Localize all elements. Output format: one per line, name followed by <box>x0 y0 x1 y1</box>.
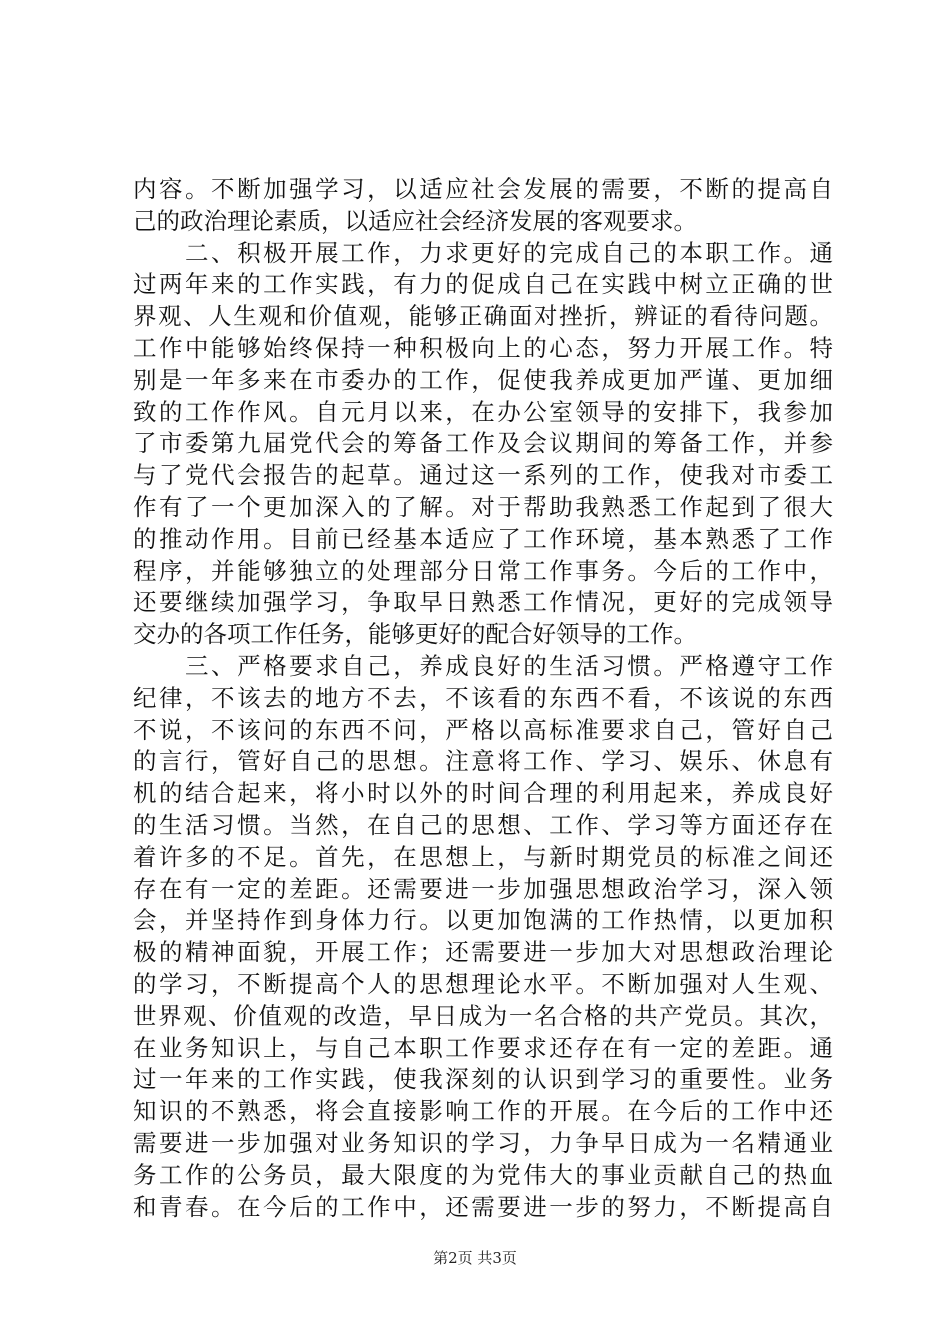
body-text-line: 需要进一步加强对业务知识的学习，力争早日成为一名精通业 <box>133 1128 833 1157</box>
body-text-line: 致的工作作风。自元月以来，在办公室领导的安排下，我参加 <box>133 397 833 426</box>
body-text-line: 务工作的公务员，最大限度的为党伟大的事业贡献自己的热血 <box>133 1160 833 1189</box>
body-text-line: 的学习，不断提高个人的思想理论水平。不断加强对人生观、 <box>133 969 833 998</box>
body-text-line: 着许多的不足。首先，在思想上，与新时期党员的标准之间还 <box>133 842 833 871</box>
body-text-line: 三、严格要求自己，养成良好的生活习惯。严格遵守工作 <box>133 651 833 680</box>
body-text-line: 与了党代会报告的起草。通过这一系列的工作，使我对市委工 <box>133 461 833 490</box>
body-text-line: 的言行，管好自己的思想。注意将工作、学习、娱乐、休息有 <box>133 747 833 776</box>
body-text-line: 过两年来的工作实践，有力的促成自己在实践中树立正确的世 <box>133 270 833 299</box>
body-text-line: 世界观、价值观的改造，早日成为一名合格的共产党员。其次， <box>133 1001 833 1030</box>
body-text-line: 己的政治理论素质，以适应社会经济发展的客观要求。 <box>133 206 697 235</box>
body-text-line: 二、积极开展工作，力求更好的完成自己的本职工作。通 <box>133 238 833 267</box>
body-text-line: 交办的各项工作任务，能够更好的配合好领导的工作。 <box>133 620 697 649</box>
body-text-line: 内容。不断加强学习，以适应社会发展的需要，不断的提高自 <box>133 175 833 203</box>
body-text-line: 机的结合起来，将小时以外的时间合理的利用起来，养成良好 <box>133 779 833 808</box>
body-text-line: 在业务知识上，与自己本职工作要求还存在有一定的差距。通 <box>133 1033 833 1062</box>
body-text-line: 还要继续加强学习，争取早日熟悉工作情况，更好的完成领导 <box>133 588 833 617</box>
body-text-line: 不说，不该问的东西不问，严格以高标准要求自己，管好自己 <box>133 715 833 744</box>
body-text-line: 过一年来的工作实践，使我深刻的认识到学习的重要性。业务 <box>133 1065 833 1094</box>
body-text-line: 别是一年多来在市委办的工作，促使我养成更加严谨、更加细 <box>133 365 833 394</box>
body-text-line: 作有了一个更加深入的了解。对于帮助我熟悉工作起到了很大 <box>133 492 833 521</box>
page-number-footer: 第2页 共3页 <box>433 1249 517 1267</box>
body-text-line: 和青春。在今后的工作中，还需要进一步的努力，不断提高自 <box>133 1192 833 1221</box>
body-text-line: 工作中能够始终保持一种积极向上的心态，努力开展工作。特 <box>133 333 833 362</box>
body-text-line: 的生活习惯。当然，在自己的思想、工作、学习等方面还存在 <box>133 810 833 839</box>
body-text-line: 会，并坚持作到身体力行。以更加饱满的工作热情，以更加积 <box>133 906 833 935</box>
body-text-line: 的推动作用。目前已经基本适应了工作环境，基本熟悉了工作 <box>133 524 833 553</box>
body-text-line: 了市委第九届党代会的筹备工作及会议期间的筹备工作，并参 <box>133 429 833 458</box>
body-text-line: 界观、人生观和价值观，能够正确面对挫折，辨证的看待问题。 <box>133 302 833 331</box>
document-body <box>133 174 833 1223</box>
body-text-line: 知识的不熟悉，将会直接影响工作的开展。在今后的工作中还 <box>133 1097 833 1126</box>
body-text-line: 极的精神面貌，开展工作；还需要进一步加大对思想政治理论 <box>133 938 833 967</box>
body-text-line: 存在有一定的差距。还需要进一步加强思想政治学习，深入领 <box>133 874 833 903</box>
body-text-line: 纪律，不该去的地方不去，不该看的东西不看，不该说的东西 <box>133 683 833 712</box>
body-text-line: 程序，并能够独立的处理部分日常工作事务。今后的工作中， <box>133 556 833 585</box>
